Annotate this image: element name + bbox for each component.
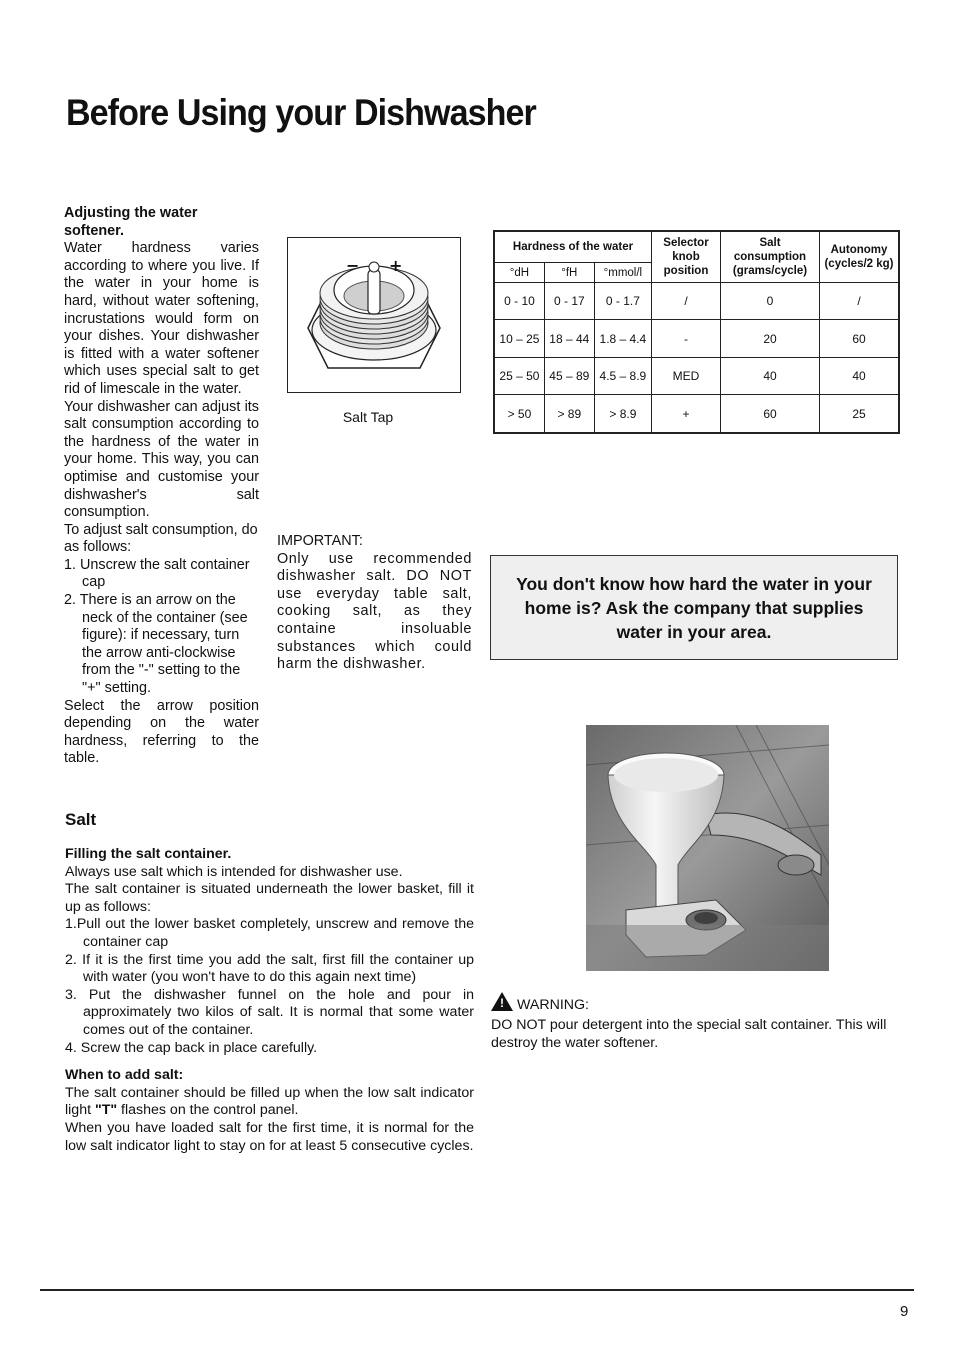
table-header: °fH <box>544 263 594 282</box>
table-row <box>494 320 899 358</box>
warning-section <box>491 992 891 1052</box>
table-cell: 0 - 17 <box>544 282 594 320</box>
warning-heading-row <box>491 992 891 1017</box>
table-cell: / <box>820 282 900 320</box>
table-cell: - <box>652 320 721 358</box>
table-header: Hardness of the water <box>494 231 652 263</box>
table-row <box>494 282 899 320</box>
warning-icon <box>491 992 513 1011</box>
filling-heading: Filling the salt container. <box>65 846 232 862</box>
salt-container-illustration <box>586 725 829 971</box>
table-cell: 60 <box>721 395 820 433</box>
when-text: flashes on the control panel. <box>117 1102 299 1119</box>
table-header: Autonomy (cycles/2 kg) <box>820 231 900 282</box>
page-title: Before Using your Dishwasher <box>66 92 536 133</box>
important-heading: IMPORTANT: <box>277 533 363 549</box>
softener-section <box>64 205 259 768</box>
list-item: 3. Put the dishwasher funnel on the hole and pour in approximately two kilos of salt. It is normal that some water comes out of the container. <box>65 986 474 1038</box>
water-hardness-notice <box>490 555 898 660</box>
list-item: 4. Screw the cap back in place carefully. <box>65 1039 318 1056</box>
table-cell: 1.8 – 4.4 <box>594 320 651 358</box>
salt-paragraph: Always use salt which is intended for dishwasher use. <box>65 863 403 880</box>
table-cell: 40 <box>820 357 900 395</box>
table-cell: 40 <box>721 357 820 395</box>
list-item: 2. There is an arrow on the neck of the container (see figure): if necessary, turn the arrow anti-clockwise from the "-" setting to the "+" setting. <box>64 592 248 697</box>
table-cell: 0 - 10 <box>494 282 544 320</box>
plus-sign: + <box>389 256 403 275</box>
salt-tap-figure <box>287 237 461 393</box>
salt-tap-illustration <box>288 238 460 392</box>
notice-text: You don't know how hard the water in your home is? Ask the company that supplies water in your area. <box>516 573 872 642</box>
table-header: °mmol/l <box>594 263 651 282</box>
table-cell: 18 – 44 <box>544 320 594 358</box>
salt-section <box>65 846 474 1155</box>
table-cell: + <box>652 395 721 433</box>
list-item: 1.Pull out the lower basket completely, unscrew and remove the container cap <box>65 916 474 950</box>
warning-icon-glyph: ! <box>500 996 504 1010</box>
table-header: Selector knob position <box>652 231 721 282</box>
table-cell: 20 <box>721 320 820 358</box>
table-cell: 0 - 1.7 <box>594 282 651 320</box>
warning-text: DO NOT pour detergent into the special salt container. This will destroy the water softener. <box>491 1017 887 1051</box>
table-row <box>494 357 899 395</box>
softener-paragraph: To adjust salt consumption, do as follows: <box>64 521 258 556</box>
when-paragraph: When you have loaded salt for the first time, it is normal for the low salt indicator light to stay on for at least 5 consecutive cycles. <box>65 1119 474 1154</box>
table-cell: / <box>652 282 721 320</box>
figure-caption: Salt Tap <box>342 409 394 425</box>
table-cell: 45 – 89 <box>544 357 594 395</box>
table-cell: 4.5 – 8.9 <box>594 357 651 395</box>
minus-sign: − <box>346 256 360 275</box>
table-header: °dH <box>494 263 544 282</box>
list-item: 1. Unscrew the salt container cap <box>64 556 250 591</box>
table-cell: > 8.9 <box>594 395 651 433</box>
footer-divider <box>40 1289 914 1291</box>
table-header: Salt consumption (grams/cycle) <box>721 231 820 282</box>
table-row <box>494 395 899 433</box>
softener-paragraph: Water hardness varies according to where you live. If the water in your home is hard, without water softening, incrustations would form on your dishes. Your dishwasher is fitted with a water softener which uses special salt to get rid of limescale in the water. <box>64 240 259 397</box>
important-text: Only use recommended dishwasher salt. DO NOT use everyday table salt, cooking salt, as they containe insoluable substances which could harm the dishwasher. <box>277 550 472 673</box>
hardness-table <box>493 230 900 434</box>
important-section <box>277 533 472 674</box>
table-cell: 0 <box>721 282 820 320</box>
table-cell: > 89 <box>544 395 594 433</box>
softener-paragraph: Select the arrow position depending on the water hardness, referring to the table. <box>64 697 259 767</box>
salt-paragraph: The salt container is situated underneath the lower basket, fill it up as follows: <box>65 881 474 915</box>
softener-steps <box>64 557 259 698</box>
list-item: 2. If it is the first time you add the salt, first fill the container up with water (you won't have to do this again next time) <box>65 951 474 986</box>
when-text: The salt container should be filled up when the low salt indicator light <box>65 1084 474 1119</box>
salt-heading: Salt <box>65 810 97 829</box>
table-cell: 25 – 50 <box>494 357 544 395</box>
table-cell: MED <box>652 357 721 395</box>
softener-heading: Adjusting the water softener. <box>64 205 198 239</box>
page-number: 9 <box>900 1303 909 1320</box>
table-cell: 60 <box>820 320 900 358</box>
when-paragraph <box>65 1085 474 1120</box>
softener-paragraph: Your dishwasher can adjust its salt consumption according to the hardness of the water in your home. This way, you can optimise and customise your dishwasher's salt consumption. <box>64 398 259 521</box>
table-cell: > 50 <box>494 395 544 433</box>
table-cell: 10 – 25 <box>494 320 544 358</box>
warning-heading: WARNING: <box>517 997 589 1013</box>
indicator-symbol: "T" <box>94 1102 118 1119</box>
when-heading: When to add salt: <box>65 1067 184 1084</box>
salt-container-photo <box>586 725 829 971</box>
table-cell: 25 <box>820 395 900 433</box>
salt-steps <box>65 916 474 1057</box>
